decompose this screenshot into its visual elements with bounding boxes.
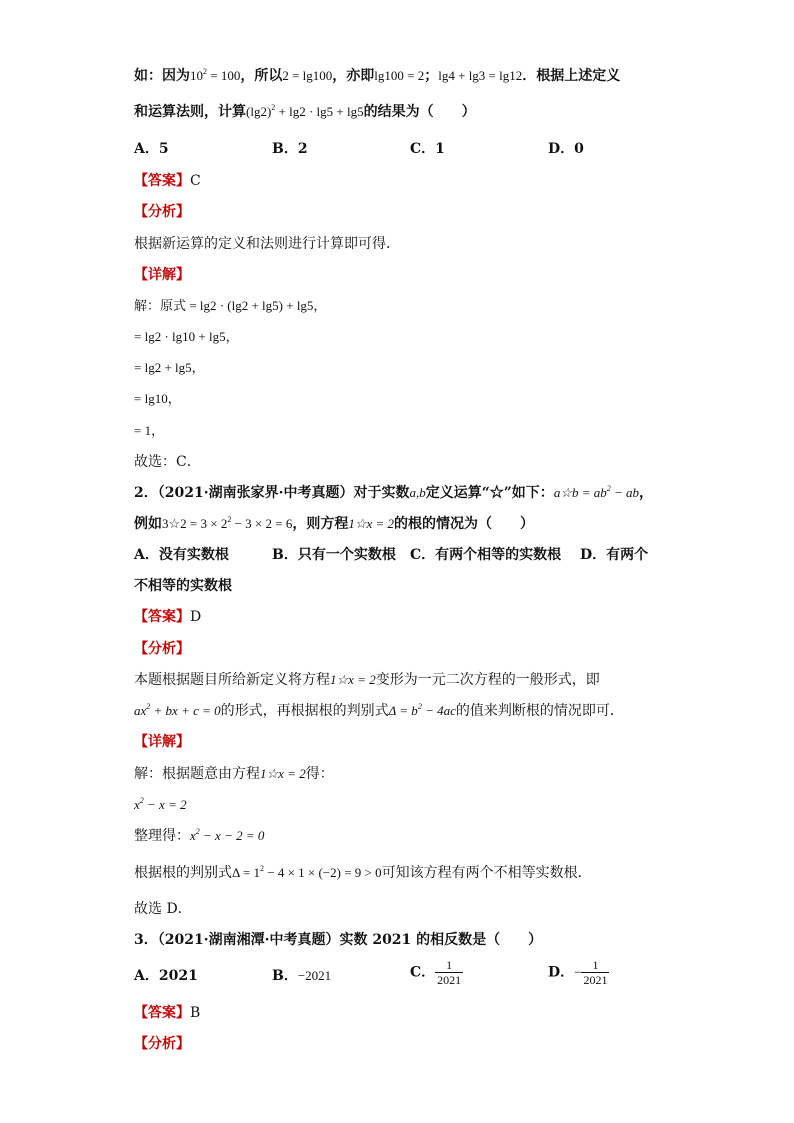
q2-text: 例如 [134,516,162,532]
math-expression: −2021 [297,968,332,983]
q2-text: 得： [305,766,334,782]
q2-text: 2．（2021·湖南张家界·中考真题）对于实数 [134,485,410,501]
math-expression: $ax^2$ + bx + c = 0 [134,702,221,718]
q2-analysis-line1 [134,670,600,690]
fraction-denominator: 2021 [437,973,462,987]
q2-text: 定义运算“☆”如下： [425,485,554,501]
q2-detail-line1 [134,764,334,784]
q1-step-2: = lg2 · lg10 + lg5， [134,329,239,344]
math-expression: 1☆x = 2 [348,516,395,531]
option-label: C． [410,964,436,981]
answer-value: D [190,609,202,625]
q1-step-4: = lg10， [134,391,181,406]
q1-text: 如：因为 [134,68,190,84]
q1-analysis-tag [134,202,190,222]
q3-stem: 3．（2021·湖南湘潭·中考真题）实数 2021 的相反数是（ ） [134,932,543,948]
q2-text: 整理得： [134,828,190,844]
q1-detail-tag [134,265,190,285]
math-expression: lg100 = 2 [374,68,425,83]
q1-answer [134,171,201,191]
math-expression: 1☆x = 2 [330,672,376,687]
q1-text: 的结果为（ ） [363,104,476,120]
q1-option-d: D．0 [548,141,584,157]
q2-text: 解：根据题意由方程 [134,766,260,782]
math-expression: $\Delta = 1^2 - 4 \times 1 \times (-2) = 9 > 0$ [232,864,382,880]
analysis-tag: 【分析】 [134,641,190,657]
q1-option-a: A．5 [134,141,169,157]
q3-analysis-tag [134,1034,190,1054]
fraction-denominator: 2021 [583,973,608,987]
answer-tag: 【答案】 [134,1005,190,1021]
q3-option-c [410,958,463,987]
detail-tag: 【详解】 [134,267,190,283]
q3-option-a: A．2021 [134,968,198,984]
answer-tag: 【答案】 [134,173,190,189]
q1-text: ．根据上述定义 [522,68,621,84]
q1-step-5: = 1， [134,423,165,438]
q1-text: ，亦即 [332,68,375,84]
fraction-numerator: 1 [446,958,453,972]
q2-detail-line3 [134,826,264,846]
q1-option-c: C．1 [410,141,445,157]
q2-option-d: D．有两个 [580,547,649,563]
q1-text: 和运算法则，计算 [134,104,246,120]
q2-answer [134,607,201,627]
answer-tag: 【答案】 [134,609,190,625]
q2-text: 变形为一元二次方程的一般形式，即 [375,672,600,688]
math-expression: a,b [409,485,426,500]
analysis-tag: 【分析】 [134,204,190,220]
answer-value: C [190,173,201,189]
q1-stem-line1 [134,66,620,86]
answer-value: B [190,1005,201,1021]
q2-text: 的值来判断根的情况即可． [455,703,624,719]
q1-text: ，所以 [240,68,283,84]
detail-tag: 【详解】 [134,734,190,750]
option-label: B． [272,968,298,984]
q1-option-b: B．2 [272,141,308,157]
q2-text: 的形式，再根据根的判别式 [220,703,389,719]
math-expression: $10^2 = 100$ [190,67,241,83]
q1-step-1: 解：原式 = lg2 · (lg2 + lg5) + lg5， [134,298,327,313]
q1-step-3: = lg2 + lg5， [134,360,205,375]
q2-option-c: C．有两个相等的实数根 [410,547,562,563]
analysis-tag: 【分析】 [134,1036,190,1052]
q2-stem-line2 [134,514,534,534]
math-expression: 1☆x = 2 [260,766,306,781]
q1-analysis: 根据新运算的定义和法则进行计算即可得． [134,236,400,252]
math-expression: a☆b = $ab^2$ − ab [553,484,640,500]
q2-stem-line1 [134,483,653,503]
fraction-numerator: 1 [592,958,599,972]
fraction [435,958,463,987]
minus-sign: − [574,964,582,980]
q3-answer [134,1003,200,1023]
q1-stem-line2 [134,102,476,122]
q1-text: ； [424,68,439,84]
fraction [581,958,609,987]
q2-detail-line2 [134,795,187,815]
math-expression: $x^2 - x - 2 = 0$ [190,827,265,843]
q2-detail-line4 [134,863,592,883]
q2-analysis-tag [134,639,190,659]
math-expression: 3☆2 = $3 \times 2^2 - 3 \times 2 = 6$ [162,515,293,531]
q2-text: 可知该方程有两个不相等实数根． [381,865,592,881]
math-expression: $x^2 - x = 2$ [134,796,187,812]
q2-text: 的根的情况为（ ） [394,516,535,532]
q2-detail-tag [134,732,190,752]
q2-text: 本题根据题目所给新定义将方程 [134,672,330,688]
math-expression: $(\lg 2)^2 + \lg 2 \cdot \lg 5 + \lg 5$ [246,103,364,119]
q2-text: 根据根的判别式 [134,865,232,881]
math-expression: lg4 + lg3 = lg12 [438,68,523,83]
q2-option-d-cont: 不相等的实数根 [134,578,232,594]
q2-option-b: B．只有一个实数根 [272,547,396,563]
math-expression: $\Delta = b^2 - 4ac$ [388,702,456,718]
math-expression: 2 = lg100 [282,68,333,83]
q2-choose: 故选 D． [134,901,192,917]
q3-option-d [548,958,609,987]
q2-text: ，则方程 [292,516,349,532]
q2-analysis-line2 [134,701,624,721]
q3-option-b [272,966,331,986]
q2-text: ， [639,485,654,501]
q1-choose: 故选：C． [134,454,201,470]
option-label: D． [548,964,575,981]
q2-option-a: A．没有实数根 [134,547,229,563]
